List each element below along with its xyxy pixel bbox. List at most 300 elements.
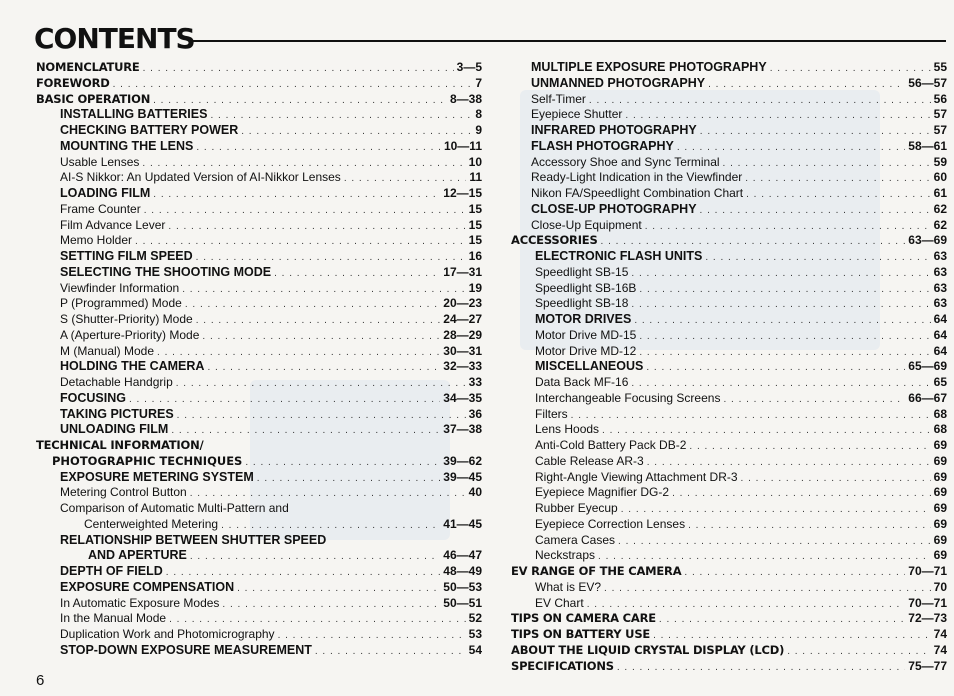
toc-entry <box>511 249 947 265</box>
toc-entry-title: Viewfinder Information <box>60 280 180 295</box>
toc-entry <box>36 218 482 234</box>
toc-entry-title: Detachable Handgrip <box>60 375 173 389</box>
toc-entry <box>511 218 947 234</box>
toc-entry <box>511 485 947 501</box>
leader-dots <box>143 61 454 76</box>
toc-entry-title: FOCUSING <box>60 390 126 405</box>
toc-entry <box>36 123 482 139</box>
leader-dots <box>745 171 930 186</box>
leader-dots <box>634 313 930 328</box>
toc-entry-title: What is EV? <box>535 579 602 594</box>
toc-entry <box>511 454 947 470</box>
leader-dots <box>241 124 472 139</box>
toc-entry-title: PHOTOGRAPHIC TECHNIQUES <box>52 453 243 468</box>
leader-dots <box>741 471 931 486</box>
toc-entry-title: NOMENCLATURE <box>36 60 140 74</box>
leader-dots <box>142 156 465 171</box>
leader-dots <box>315 644 466 659</box>
toc-entry-title: Rubber Eyecup <box>535 501 618 515</box>
toc-entry-page: 66—67 <box>908 390 947 405</box>
leader-dots <box>182 282 465 297</box>
leader-dots <box>587 597 906 612</box>
toc-entry-page: 69 <box>933 438 947 452</box>
leader-dots <box>245 455 440 470</box>
toc-entry-page: 15 <box>468 217 482 232</box>
toc-entry-title: Filters <box>535 406 568 421</box>
toc-entry-page: 30—31 <box>443 343 482 358</box>
toc-entry <box>36 107 482 123</box>
toc-entry-title: AND APERTURE <box>88 548 187 563</box>
toc-entry-page: 20—23 <box>443 296 482 311</box>
toc-entry-title: MOTOR DRIVES <box>535 312 632 326</box>
toc-entry-page: 52 <box>468 611 482 626</box>
toc-entry <box>36 485 482 501</box>
toc-entry-page: 39—45 <box>443 469 482 484</box>
toc-entry-page: 53 <box>468 627 482 641</box>
toc-entry-page: 11 <box>469 170 482 185</box>
toc-entry-page: 50—51 <box>443 595 482 610</box>
toc-entry-title: Comparison of Automatic Multi-Pattern and <box>60 501 289 515</box>
page-number: 6 <box>36 672 45 689</box>
leader-dots <box>190 549 440 564</box>
leader-dots <box>222 597 440 612</box>
leader-dots <box>207 360 440 375</box>
leader-dots <box>639 345 930 360</box>
toc-entry-title: Self-Timer <box>531 91 586 106</box>
toc-entry-title: INFRARED PHOTOGRAPHY <box>531 123 697 137</box>
toc-entry <box>36 391 482 407</box>
toc-entry-title: FLASH PHOTOGRAPHY <box>531 138 674 153</box>
toc-entry <box>36 501 482 517</box>
toc-entry <box>36 470 482 486</box>
toc-entry <box>36 155 482 171</box>
toc-entry <box>36 407 482 423</box>
leader-dots <box>723 156 931 171</box>
leader-dots <box>176 376 466 391</box>
toc-entry-title: EXPOSURE METERING SYSTEM <box>60 469 254 484</box>
toc-entry-title: FOREWORD <box>36 75 110 90</box>
leader-dots <box>645 219 931 234</box>
toc-entry-page: 61 <box>933 186 947 200</box>
leader-dots <box>700 203 931 218</box>
toc-entry-title: TIPS ON CAMERA CARE <box>511 611 656 626</box>
page-title: CONTENTS <box>34 22 195 55</box>
toc-entry-page: 69 <box>933 532 947 547</box>
leader-dots <box>689 439 930 454</box>
toc-entry-title: Interchangeable Focusing Screens <box>535 390 721 405</box>
toc-entry <box>511 139 947 155</box>
leader-dots <box>169 612 466 627</box>
toc-entry <box>36 454 482 470</box>
toc-entry-title: Neckstraps <box>535 548 596 563</box>
leader-dots <box>185 297 440 312</box>
toc-entry <box>36 548 482 564</box>
leader-dots <box>202 329 440 344</box>
leader-dots <box>646 360 905 375</box>
leader-dots <box>190 486 466 501</box>
toc-entry-page: 24—27 <box>443 312 482 326</box>
toc-entry-page: 69 <box>933 501 947 515</box>
toc-entry-title: Speedlight SB-16B <box>535 280 637 295</box>
leader-dots <box>604 581 931 596</box>
toc-entry-page: 63 <box>933 280 947 295</box>
toc-entry-title: Lens Hoods <box>535 422 600 437</box>
toc-entry-page: 62 <box>933 201 947 216</box>
toc-entry-page: 58—61 <box>908 138 947 153</box>
toc-entry <box>511 659 947 675</box>
toc-entry <box>511 627 947 643</box>
toc-entry-page: 57 <box>933 123 947 137</box>
leader-dots <box>625 108 930 123</box>
toc-entry-page: 12—15 <box>443 186 482 200</box>
toc-entry-page: 8—38 <box>449 91 482 106</box>
toc-entry-title: P (Programmed) Mode <box>60 296 182 311</box>
toc-entry-page: 17—31 <box>443 264 482 279</box>
toc-entry-title: TECHNICAL INFORMATION/ <box>36 438 204 452</box>
leader-dots <box>770 61 931 76</box>
toc-entry-page: 64 <box>933 312 947 326</box>
toc-entry-title: Motor Drive MD-15 <box>535 327 637 342</box>
toc-entry-title: AI-S Nikkor: An Updated Version of AI-Nikkor Lenses <box>60 170 341 185</box>
toc-right-column <box>511 60 947 674</box>
leader-dots <box>631 376 930 391</box>
leader-dots <box>746 187 931 202</box>
toc-entry-title: Speedlight SB-18 <box>535 296 629 311</box>
toc-entry <box>511 155 947 171</box>
toc-entry-page: 63 <box>933 249 947 263</box>
toc-entry <box>511 438 947 454</box>
toc-entry-page: 36 <box>468 406 482 421</box>
toc-entry-title: S (Shutter-Priority) Mode <box>60 312 193 326</box>
toc-entry <box>511 202 947 218</box>
toc-entry <box>511 375 947 391</box>
leader-dots <box>618 534 931 549</box>
toc-entry <box>36 328 482 344</box>
leader-dots <box>684 565 905 580</box>
toc-entry-page: 37—38 <box>443 422 482 437</box>
leader-dots <box>196 250 466 265</box>
toc-entry <box>36 643 482 659</box>
toc-entry-title: Motor Drive MD-12 <box>535 343 637 358</box>
toc-entry-title: Frame Counter <box>60 201 141 216</box>
toc-entry-page: 70—71 <box>908 595 947 610</box>
leader-dots <box>653 628 931 643</box>
toc-entry-title: TAKING PICTURES <box>60 406 174 421</box>
toc-entry-page: 74 <box>933 642 947 657</box>
toc-entry-page: 69 <box>933 548 947 563</box>
toc-entry-page: 15 <box>468 233 482 248</box>
toc-entry <box>511 564 947 580</box>
toc-entry-title: INSTALLING BATTERIES <box>60 107 208 122</box>
toc-entry-page: 69 <box>933 469 947 484</box>
leader-dots <box>639 329 930 344</box>
toc-entry-page: 63—69 <box>908 233 947 248</box>
toc-entry-title: Duplication Work and Photomicrography <box>60 627 275 641</box>
toc-entry <box>36 344 482 360</box>
toc-entry-page: 70—71 <box>908 564 947 578</box>
toc-entry-title: Nikon FA/Speedlight Combination Chart <box>531 186 744 200</box>
toc-entry-page: 50—53 <box>443 579 482 594</box>
leader-dots <box>144 203 466 218</box>
toc-entry <box>36 375 482 391</box>
leader-dots <box>278 628 466 643</box>
leader-dots <box>659 612 905 627</box>
toc-entry-page: 3—5 <box>456 60 482 74</box>
toc-entry-title: Cable Release AR-3 <box>535 453 644 468</box>
toc-entry <box>511 580 947 596</box>
toc-entry-page: 41—45 <box>443 516 482 531</box>
toc-entry-page: 75—77 <box>908 658 947 673</box>
leader-dots <box>274 266 440 281</box>
toc-entry <box>511 186 947 202</box>
leader-dots <box>157 345 440 360</box>
toc-entry <box>36 596 482 612</box>
toc-entry <box>36 265 482 281</box>
toc-entry-page: 7 <box>475 75 482 90</box>
toc-entry-title: UNMANNED PHOTOGRAPHY <box>531 75 706 90</box>
toc-entry <box>511 548 947 564</box>
leader-dots <box>700 124 931 139</box>
toc-entry-title: SETTING FILM SPEED <box>60 249 193 263</box>
toc-entry <box>511 533 947 549</box>
toc-entry <box>511 501 947 517</box>
toc-entry <box>36 533 482 549</box>
leader-dots <box>672 486 931 501</box>
toc-entry <box>511 391 947 407</box>
toc-entry <box>36 281 482 297</box>
toc-entry-title: Close-Up Equipment <box>531 217 642 232</box>
toc-entry-title: SPECIFICATIONS <box>511 658 614 673</box>
toc-entry <box>511 596 947 612</box>
toc-entry-title: MOUNTING THE LENS <box>60 138 194 153</box>
toc-entry <box>511 359 947 375</box>
toc-entry-page: 57 <box>933 107 947 122</box>
toc-entry <box>36 249 482 265</box>
toc-entry-title: Camera Cases <box>535 532 616 547</box>
toc-entry-title: HOLDING THE CAMERA <box>60 359 205 374</box>
toc-entry-title: STOP-DOWN EXPOSURE MEASUREMENT <box>60 642 312 657</box>
leader-dots <box>631 297 930 312</box>
toc-entry-page: 9 <box>475 123 482 137</box>
toc-entry-title: In the Manual Mode <box>60 611 167 626</box>
contents-header <box>34 22 946 56</box>
toc-entry-title: Centerweighted Metering <box>84 516 219 531</box>
toc-entry-page: 54 <box>468 642 482 657</box>
toc-entry-title: Metering Control Button <box>60 485 187 500</box>
leader-dots <box>344 171 467 186</box>
toc-entry-title: TIPS ON BATTERY USE <box>511 627 651 641</box>
leader-dots <box>153 187 440 202</box>
toc-entry-page: 65—69 <box>908 359 947 374</box>
leader-dots <box>601 234 906 249</box>
toc-entry <box>36 564 482 580</box>
toc-entry-page: 63 <box>933 296 947 311</box>
toc-entry-page: 65 <box>933 375 947 389</box>
toc-entry-page: 56 <box>933 91 947 106</box>
toc-entry <box>36 611 482 627</box>
leader-dots <box>631 266 930 281</box>
toc-entry <box>36 202 482 218</box>
toc-entry <box>511 312 947 328</box>
leader-dots <box>129 392 440 407</box>
toc-entry <box>36 60 482 76</box>
toc-entry-title: RELATIONSHIP BETWEEN SHUTTER SPEED <box>60 532 327 547</box>
leader-dots <box>153 93 447 108</box>
toc-entry-page: 70 <box>933 579 947 594</box>
toc-entry <box>511 233 947 249</box>
leader-dots <box>237 581 440 596</box>
toc-entry-title: DEPTH OF FIELD <box>60 564 163 578</box>
toc-entry-page: 10—11 <box>443 138 482 153</box>
toc-entry <box>36 139 482 155</box>
toc-entry-page: 72—73 <box>908 611 947 626</box>
toc-entry <box>36 438 482 454</box>
toc-entry-title: A (Aperture-Priority) Mode <box>60 327 200 342</box>
toc-entry-title: MULTIPLE EXPOSURE PHOTOGRAPHY <box>531 60 767 74</box>
toc-entry-page: 40 <box>468 485 482 500</box>
toc-entry-title: ACCESSORIES <box>511 233 598 248</box>
toc-entry-page: 64 <box>933 327 947 342</box>
toc-entry <box>511 643 947 659</box>
toc-entry-page: 60 <box>933 170 947 185</box>
toc-entry-title: Eyepiece Shutter <box>531 107 623 122</box>
toc-entry-title: LOADING FILM <box>60 186 151 200</box>
toc-entry-page: 32—33 <box>443 359 482 374</box>
toc-entry <box>36 580 482 596</box>
toc-entry-title: Usable Lenses <box>60 154 140 169</box>
toc-entry-page: 19 <box>468 280 482 295</box>
toc-entry <box>511 123 947 139</box>
toc-entry <box>36 170 482 186</box>
toc-entry <box>36 186 482 202</box>
leader-dots <box>166 565 441 580</box>
leader-dots <box>257 471 441 486</box>
toc-entry <box>511 60 947 76</box>
toc-entry-title: EV RANGE OF THE CAMERA <box>511 564 682 578</box>
toc-entry <box>36 422 482 438</box>
leader-dots <box>589 93 931 108</box>
toc-entry <box>511 170 947 186</box>
leader-dots <box>210 108 472 123</box>
leader-dots <box>177 408 466 423</box>
leader-dots <box>221 518 440 533</box>
toc-entry-title: Anti-Cold Battery Pack DB-2 <box>535 438 687 452</box>
toc-entry-page: 34—35 <box>443 390 482 405</box>
toc-entry-title: Speedlight SB-15 <box>535 264 629 279</box>
leader-dots <box>196 313 441 328</box>
toc-entry-title: ABOUT THE LIQUID CRYSTAL DISPLAY (LCD) <box>511 642 785 657</box>
toc-entry-page: 55 <box>933 60 947 74</box>
toc-entry-title: Memo Holder <box>60 233 133 248</box>
toc-entry-title: Eyepiece Correction Lenses <box>535 516 686 531</box>
leader-dots <box>708 77 905 92</box>
toc-entry <box>36 312 482 328</box>
toc-entry-title: EXPOSURE COMPENSATION <box>60 579 235 594</box>
toc-left-column <box>36 60 482 659</box>
toc-entry <box>511 517 947 533</box>
toc-entry-page: 56—57 <box>908 75 947 90</box>
toc-entry <box>36 517 482 533</box>
toc-entry-title: EV Chart <box>535 595 584 610</box>
toc-entry-page: 10 <box>468 154 482 169</box>
toc-entry-title: Eyepiece Magnifier DG-2 <box>535 485 670 500</box>
leader-dots <box>705 250 930 265</box>
toc-entry-title: SELECTING THE SHOOTING MODE <box>60 264 272 279</box>
toc-entry <box>511 422 947 438</box>
toc-entry-page: 63 <box>933 264 947 279</box>
toc-entry-page: 48—49 <box>443 564 482 578</box>
leader-dots <box>135 234 466 249</box>
toc-entry <box>511 107 947 123</box>
leader-dots <box>617 660 905 675</box>
toc-entry-title: Film Advance Lever <box>60 217 166 232</box>
toc-entry-title: Data Back MF-16 <box>535 375 629 389</box>
toc-entry-page: 68 <box>933 406 947 421</box>
toc-entry-page: 62 <box>933 217 947 232</box>
leader-dots <box>688 518 931 533</box>
toc-entry <box>511 407 947 423</box>
leader-dots <box>639 282 930 297</box>
toc-entry-page: 74 <box>933 627 947 641</box>
toc-entry <box>511 281 947 297</box>
toc-entry <box>511 92 947 108</box>
leader-dots <box>171 423 440 438</box>
toc-entry-title: CLOSE-UP PHOTOGRAPHY <box>531 201 697 216</box>
toc-entry <box>511 344 947 360</box>
toc-entry <box>511 328 947 344</box>
toc-entry-title: Ready-Light Indication in the Viewfinder <box>531 170 743 185</box>
toc-entry <box>36 359 482 375</box>
toc-entry-page: 39—62 <box>443 453 482 468</box>
toc-entry-title: BASIC OPERATION <box>36 91 151 106</box>
toc-entry-page: 69 <box>933 516 947 531</box>
toc-entry-page: 59 <box>933 154 947 169</box>
leader-dots <box>598 549 931 564</box>
toc-entry <box>511 76 947 92</box>
toc-entry-page: 28—29 <box>443 327 482 342</box>
leader-dots <box>787 644 930 659</box>
leader-dots <box>621 502 931 517</box>
toc-entry <box>36 92 482 108</box>
toc-entry-title: In Automatic Exposure Modes <box>60 595 220 610</box>
toc-entry <box>36 233 482 249</box>
toc-entry-title: ELECTRONIC FLASH UNITS <box>535 249 703 263</box>
title-rule <box>190 40 946 42</box>
toc-entry-page: 33 <box>468 375 482 389</box>
leader-dots <box>602 423 931 438</box>
leader-dots <box>196 140 441 155</box>
toc-entry-page: 16 <box>468 249 482 263</box>
toc-entry-title: MISCELLANEOUS <box>535 359 644 374</box>
toc-entry <box>36 76 482 92</box>
toc-entry <box>511 470 947 486</box>
toc-entry <box>511 265 947 281</box>
leader-dots <box>677 140 905 155</box>
toc-entry-page: 15 <box>468 201 482 216</box>
toc-entry-title: CHECKING BATTERY POWER <box>60 123 239 137</box>
leader-dots <box>113 77 473 92</box>
toc-entry-title: Right-Angle Viewing Attachment DR-3 <box>535 469 738 484</box>
toc-entry-page: 68 <box>933 422 947 437</box>
leader-dots <box>723 392 905 407</box>
toc-entry-page: 8 <box>475 107 482 122</box>
toc-entry-page: 69 <box>933 453 947 468</box>
leader-dots <box>647 455 931 470</box>
toc-entry <box>36 296 482 312</box>
toc-entry-page: 64 <box>933 343 947 358</box>
toc-entry-title: UNLOADING FILM <box>60 422 169 437</box>
toc-entry-page: 69 <box>933 485 947 500</box>
